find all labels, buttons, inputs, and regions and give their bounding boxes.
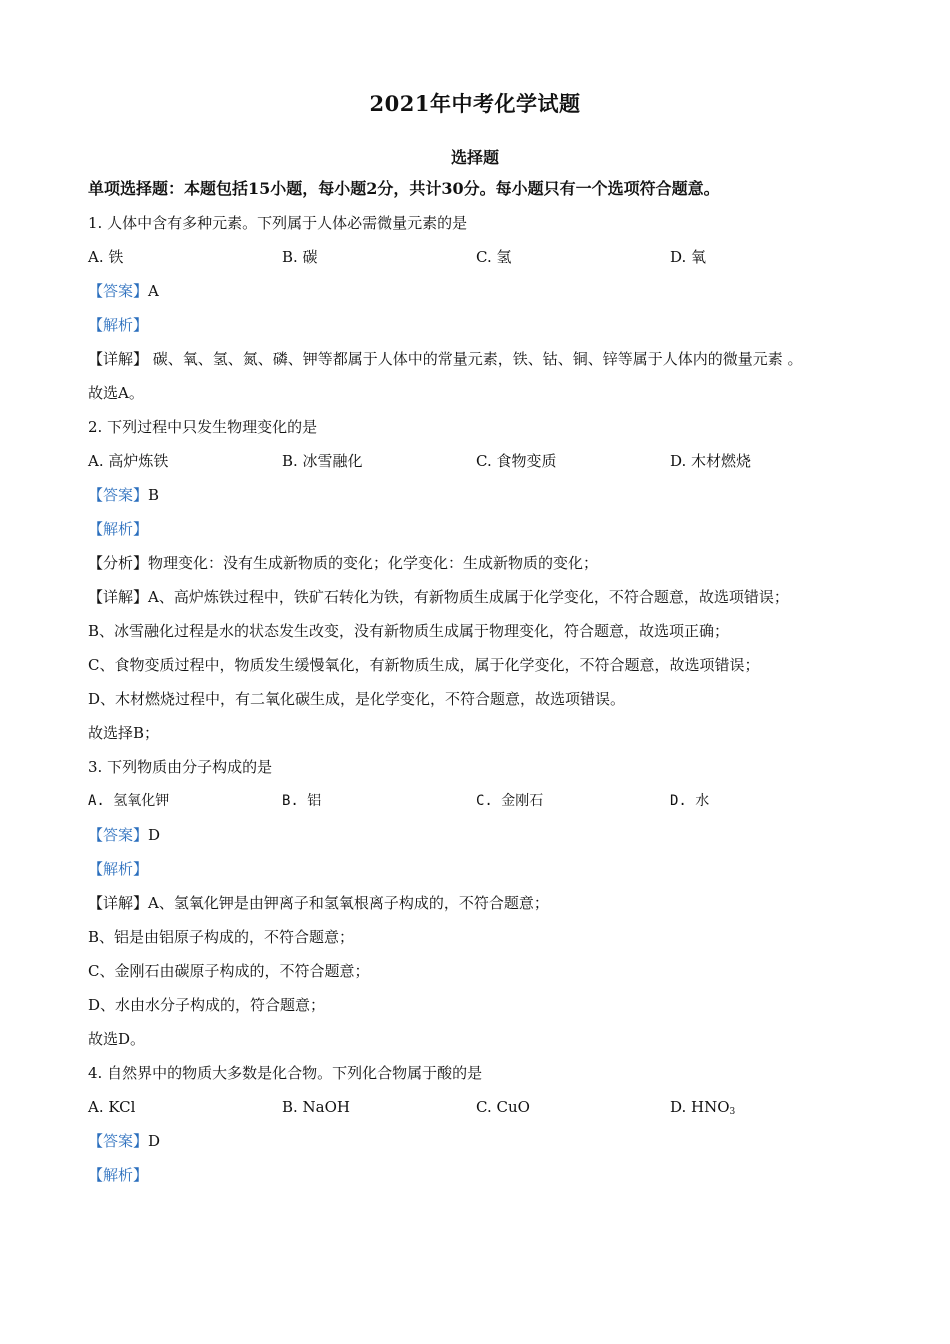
q1-detail: 碳、氧、氢、氮、磷、钾等都属于人体中的常量元素，铁、钴、铜、锌等属于人体内的微量元素 。 (148, 350, 803, 368)
answer-tag: 【答案】 (88, 1132, 149, 1150)
fenxi-tag: 【分析】 (88, 554, 149, 572)
detail-tag: 【详解】 (88, 894, 149, 912)
q3-options (88, 784, 888, 818)
q1-option-b: B. 碳 (282, 248, 318, 266)
q3-detail-b: B、铝是由铝原子构成的，不符合题意； (88, 928, 355, 946)
q2-detail-a-line (88, 580, 888, 614)
q2-detail-b: B、冰雪融化过程是水的状态发生改变，没有新物质生成属于物理变化，符合题意，故选项正确； (88, 622, 730, 640)
q3-answer: D (148, 826, 161, 844)
q3-detail-c: C、金刚石由碳原子构成的，不符合题意； (88, 962, 370, 980)
analysis-tag: 【解析】 (88, 520, 149, 538)
answer-tag: 【答案】 (88, 282, 149, 300)
q1-answer: A (148, 282, 159, 300)
analysis-tag: 【解析】 (88, 860, 149, 878)
q2-option-c: C. 食物变质 (476, 452, 557, 470)
q2-option-b: B. 冰雪融化 (282, 452, 363, 470)
q1-option-c: C. 氢 (476, 248, 512, 266)
q1-analysis-line (88, 308, 888, 342)
q3-answer-line (88, 818, 888, 852)
q3-detail-a-line (88, 886, 888, 920)
detail-tag: 【详解】 (88, 350, 149, 368)
q4-option-d-text: D. HNO (670, 1098, 730, 1116)
document-body (88, 172, 888, 1192)
q3-option-d: D. 水 (670, 793, 710, 809)
q3-conclusion: 故选D。 (88, 1030, 146, 1048)
q2-option-d: D. 木材燃烧 (670, 452, 752, 470)
q3-detail-d: D、水由水分子构成的，符合题意； (88, 996, 326, 1014)
q2-analysis-line (88, 512, 888, 546)
q2-answer: B (148, 486, 160, 504)
q4-analysis-line (88, 1158, 888, 1192)
q2-detail-c: C、食物变质过程中，物质发生缓慢氧化，有新物质生成，属于化学变化，不符合题意，故选项错误； (88, 656, 760, 674)
q1-detail-line (88, 342, 888, 376)
analysis-tag: 【解析】 (88, 316, 149, 334)
q4-option-d-subscript: 3 (729, 1107, 736, 1117)
q2-option-a: A. 高炉炼铁 (88, 452, 169, 470)
q3-stem: 3. 下列物质由分子构成的是 (88, 758, 273, 776)
section-subtitle: 选择题 (450, 148, 499, 167)
q1-options (88, 240, 888, 274)
q2-fenxi: 物理变化：没有生成新物质的变化；化学变化：生成新物质的变化； (148, 554, 599, 572)
q2-fenxi-line (88, 546, 888, 580)
q3-option-a: A. 氢氧化钾 (88, 793, 170, 809)
detail-tag: 【详解】 (88, 588, 149, 606)
q4-option-c: C. CuO (476, 1098, 530, 1116)
q2-stem: 2. 下列过程中只发生物理变化的是 (88, 418, 318, 436)
q4-options (88, 1090, 888, 1124)
q1-conclusion: 故选A。 (88, 384, 144, 402)
analysis-tag: 【解析】 (88, 1166, 149, 1184)
q2-options (88, 444, 888, 478)
q4-option-a: A. KCl (88, 1098, 136, 1116)
answer-tag: 【答案】 (88, 486, 149, 504)
q1-option-a: A. 铁 (88, 248, 124, 266)
q3-option-b: B. 铝 (282, 793, 322, 809)
q4-option-b: B. NaOH (282, 1098, 351, 1116)
q3-option-c: C. 金刚石 (476, 793, 544, 809)
q2-answer-line (88, 478, 888, 512)
answer-tag: 【答案】 (88, 826, 149, 844)
q2-detail-a: A、高炉炼铁过程中，铁矿石转化为铁，有新物质生成属于化学变化，不符合题意，故选项错误； (148, 588, 789, 606)
q2-detail-d: D、木材燃烧过程中，有二氧化碳生成，是化学变化，不符合题意，故选项错误。 (88, 690, 626, 708)
q4-answer-line (88, 1124, 888, 1158)
q1-answer-line (88, 274, 888, 308)
q3-detail-a: A、氢氧化钾是由钾离子和氢氧根离子构成的，不符合题意； (148, 894, 549, 912)
page-title: 2021年中考化学试题 (369, 91, 581, 116)
q1-stem: 1. 人体中含有多种元素。下列属于人体必需微量元素的是 (88, 214, 468, 232)
q4-stem: 4. 自然界中的物质大多数是化合物。下列化合物属于酸的是 (88, 1064, 483, 1082)
q4-option-d (670, 1090, 864, 1124)
q4-answer: D (148, 1132, 161, 1150)
q2-conclusion: 故选择B； (88, 724, 160, 742)
q1-option-d: D. 氧 (670, 248, 707, 266)
section-heading: 单项选择题：本题包括15小题，每小题2分，共计30分。每小题只有一个选项符合题意。 (88, 179, 720, 198)
q3-analysis-line (88, 852, 888, 886)
